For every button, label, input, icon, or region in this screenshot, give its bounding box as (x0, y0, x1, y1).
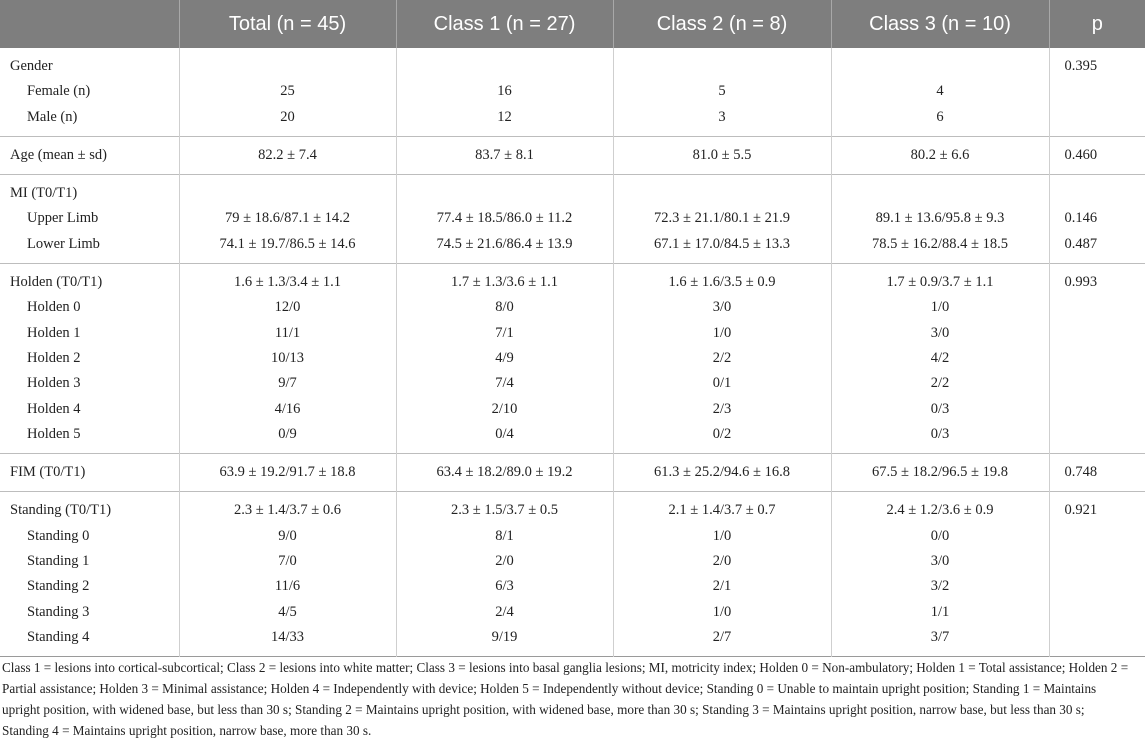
cell-value: 63.9 ± 19.2/91.7 ± 18.8 (219, 464, 356, 481)
table-header (0, 0, 1145, 48)
sub-row-label: Holden 4 (27, 400, 81, 417)
cell-value: 2/0 (712, 553, 732, 570)
cell-value (614, 181, 831, 206)
cell-value: 2/3 (712, 400, 732, 417)
sub-row-label: Holden 1 (27, 324, 81, 341)
cell-value: 0/4 (495, 425, 514, 442)
value-cell (613, 454, 831, 492)
cell-value (614, 54, 831, 79)
cell-value: 10/13 (270, 349, 305, 366)
cell-value: 72.3 ± 21.1/80.1 ± 21.9 (654, 210, 790, 227)
cell-value: 8/0 (495, 299, 514, 316)
header-row (0, 0, 1145, 48)
cell-value: 78.5 ± 16.2/88.4 ± 18.5 (872, 235, 1008, 252)
p-value (1050, 600, 1145, 625)
cell-value: 0/1 (712, 375, 732, 392)
value-cell (613, 492, 831, 657)
value-cell (179, 492, 396, 657)
value-cell (396, 454, 613, 492)
cell-value: 2.3 ± 1.5/3.7 ± 0.5 (451, 502, 558, 519)
sub-row-label: Lower Limb (27, 235, 100, 252)
row-label: MI (T0/T1) (10, 185, 78, 202)
p-value (1050, 105, 1145, 130)
cell-value: 14/33 (270, 628, 305, 645)
cell-value: 2/1 (712, 578, 732, 595)
p-value (1050, 524, 1145, 549)
value-cell (831, 175, 1049, 264)
cell-value (832, 181, 1049, 206)
sub-row-label: Holden 0 (27, 299, 81, 316)
value-cell (396, 492, 613, 657)
cell-value: 7/0 (278, 553, 297, 570)
value-cell (396, 136, 613, 174)
cell-value: 2.1 ± 1.4/3.7 ± 0.7 (668, 502, 776, 519)
p-value: 0.487 (1064, 235, 1098, 252)
sub-row-label: Upper Limb (27, 210, 99, 227)
cell-value: 20 (280, 108, 295, 125)
cell-value: 2/10 (491, 400, 518, 417)
table-row-group (0, 264, 1145, 454)
cell-value: 4 (936, 83, 944, 100)
header-cell-variable (0, 0, 179, 48)
value-cell (179, 264, 396, 454)
p-value (1050, 321, 1145, 346)
p-value (1050, 181, 1145, 206)
value-cell (179, 175, 396, 264)
value-cell (831, 264, 1049, 454)
cell-value: 2/2 (712, 349, 732, 366)
row-label: Gender (10, 58, 53, 74)
cell-value: 3 (718, 108, 726, 125)
cell-value: 74.5 ± 21.6/86.4 ± 13.9 (436, 235, 573, 252)
cell-value: 61.3 ± 25.2/94.6 ± 16.8 (654, 464, 790, 481)
cell-value: 7/1 (495, 324, 514, 341)
p-value: 0.993 (1064, 274, 1098, 291)
header-cell-class-3: Class 3 (n = 10) (831, 0, 1049, 48)
value-cell (831, 492, 1049, 657)
cell-value: 25 (280, 83, 295, 100)
cell-value: 1.7 ± 1.3/3.6 ± 1.1 (451, 274, 558, 291)
cell-value: 1.7 ± 0.9/3.7 ± 1.1 (886, 274, 994, 291)
cell-value: 4/5 (278, 603, 297, 620)
sub-row-label: Female (n) (27, 83, 91, 100)
value-cell (613, 48, 831, 136)
cell-value: 79 ± 18.6/87.1 ± 14.2 (224, 210, 351, 227)
p-value (1050, 574, 1145, 599)
sub-row-label: Male (n) (27, 108, 78, 125)
table-row-group (0, 454, 1145, 492)
cell-value: 8/1 (495, 527, 514, 544)
value-cell (179, 136, 396, 174)
cell-value: 9/7 (278, 375, 297, 392)
table-row-group (0, 48, 1145, 136)
cell-value: 0/9 (278, 425, 297, 442)
row-label-cell (0, 492, 179, 657)
p-value: 0.395 (1064, 58, 1098, 74)
value-cell (179, 454, 396, 492)
value-cell (396, 175, 613, 264)
row-label-cell (0, 175, 179, 264)
sub-row-label: Holden 5 (27, 425, 81, 442)
table-row-group (0, 492, 1145, 657)
cell-value: 9/19 (491, 628, 518, 645)
table-footnote: Class 1 = lesions into cortical-subcortical; Class 2 = lesions into white matter; Class 3 = lesions into basal ganglia lesions; MI, motricity index; Holden 0 = Non-ambulatory; Holden 1 = Total assistance; Holden 2 = Partial assistance; Holden 3 = Minimal assistance; Holden 4 = Independently with device; Holden 5 = Independently without device; Standing 0 = Unable to maintain upright position; Standing 1 = Maintains upright position, with widened base, but less than 30 s; Standing 2 = Maintains upright position, with widened base, more than 30 s; Standing 3 = Maintains upright position, narrow base, but less than 30 s; Standing 4 = Maintains upright position, narrow base, more than 30 s. (2, 660, 1129, 738)
cell-value: 2.3 ± 1.4/3.7 ± 0.6 (234, 502, 341, 519)
cell-value: 1/0 (712, 324, 732, 341)
p-value (1050, 397, 1145, 422)
cell-value: 82.2 ± 7.4 (258, 146, 317, 163)
cell-value: 0/3 (930, 400, 950, 417)
row-label-cell (0, 264, 179, 454)
p-value-cell (1049, 264, 1145, 454)
cell-value: 89.1 ± 13.6/95.8 ± 9.3 (875, 210, 1005, 227)
table-row-group (0, 136, 1145, 174)
sub-row-label: Holden 2 (27, 349, 81, 366)
cell-value: 11/1 (274, 324, 301, 341)
cell-value: 3/0 (930, 324, 950, 341)
cell-value (180, 54, 396, 79)
sub-row-label: Standing 1 (27, 553, 90, 570)
cell-value: 16 (497, 83, 512, 100)
p-value: 0.921 (1064, 502, 1098, 519)
row-label-cell (0, 454, 179, 492)
p-value (1050, 422, 1145, 447)
p-value-cell (1049, 48, 1145, 136)
cell-value: 1.6 ± 1.3/3.4 ± 1.1 (234, 274, 341, 291)
cell-value (832, 54, 1049, 79)
cell-value: 74.1 ± 19.7/86.5 ± 14.6 (219, 235, 356, 252)
cell-value: 2/0 (495, 553, 514, 570)
value-cell (831, 136, 1049, 174)
row-label: Standing (T0/T1) (10, 502, 112, 519)
table-body (0, 48, 1145, 657)
sub-row-label: Standing 0 (27, 527, 90, 544)
cell-value: 2/4 (495, 603, 514, 620)
cell-value: 3/2 (930, 578, 950, 595)
value-cell (396, 48, 613, 136)
p-value (1050, 371, 1145, 396)
p-value: 0.146 (1064, 210, 1098, 227)
cell-value: 1/0 (712, 527, 732, 544)
p-value (1050, 625, 1145, 650)
header-cell-class-2: Class 2 (n = 8) (613, 0, 831, 48)
row-label: Age (mean ± sd) (10, 146, 107, 163)
cell-value: 2.4 ± 1.2/3.6 ± 0.9 (886, 502, 994, 519)
value-cell (831, 454, 1049, 492)
value-cell (613, 175, 831, 264)
cell-value: 0/3 (930, 425, 950, 442)
cell-value: 4/2 (930, 349, 950, 366)
cell-value: 3/7 (930, 628, 950, 645)
p-value: 0.460 (1064, 146, 1098, 163)
cell-value: 3/0 (712, 299, 732, 316)
p-value (1050, 295, 1145, 320)
cell-value: 83.7 ± 8.1 (475, 146, 534, 163)
cell-value: 9/0 (278, 527, 297, 544)
cell-value: 67.1 ± 17.0/84.5 ± 13.3 (654, 235, 790, 252)
header-cell-p: p (1049, 0, 1145, 48)
cell-value: 11/6 (274, 578, 301, 595)
cell-value (397, 54, 613, 79)
cell-value (397, 181, 613, 206)
header-cell-total: Total (n = 45) (179, 0, 396, 48)
cell-value: 6/3 (495, 578, 514, 595)
cell-value: 2/2 (930, 375, 950, 392)
value-cell (396, 264, 613, 454)
cell-value: 1.6 ± 1.6/3.5 ± 0.9 (668, 274, 776, 291)
table-row-group (0, 175, 1145, 264)
sub-row-label: Standing 3 (27, 603, 90, 620)
value-cell (831, 48, 1049, 136)
sub-row-label: Holden 3 (27, 375, 81, 392)
cell-value: 2/7 (712, 628, 732, 645)
row-label-cell (0, 136, 179, 174)
cell-value: 0/0 (930, 527, 950, 544)
cell-value: 1/0 (712, 603, 732, 620)
header-cell-class-1: Class 1 (n = 27) (396, 0, 613, 48)
value-cell (179, 48, 396, 136)
cell-value: 4/16 (274, 400, 301, 417)
row-label: FIM (T0/T1) (10, 464, 86, 481)
cell-value (180, 181, 396, 206)
sub-row-label: Standing 2 (27, 578, 90, 595)
cell-value: 6 (936, 108, 944, 125)
p-value-cell (1049, 492, 1145, 657)
cell-value: 67.5 ± 18.2/96.5 ± 19.8 (872, 464, 1008, 481)
cell-value: 81.0 ± 5.5 (692, 146, 752, 163)
p-value-cell (1049, 136, 1145, 174)
cell-value: 12/0 (274, 299, 301, 316)
cell-value: 3/0 (930, 553, 950, 570)
row-label-cell (0, 48, 179, 136)
value-cell (613, 136, 831, 174)
cell-value: 77.4 ± 18.5/86.0 ± 11.2 (436, 210, 573, 227)
cell-value: 4/9 (495, 349, 514, 366)
cell-value: 12 (497, 108, 512, 125)
cell-value: 0/2 (712, 425, 732, 442)
p-value (1050, 549, 1145, 574)
cell-value: 80.2 ± 6.6 (910, 146, 970, 163)
value-cell (613, 264, 831, 454)
p-value: 0.748 (1064, 464, 1098, 481)
cell-value: 1/0 (930, 299, 950, 316)
p-value (1050, 346, 1145, 371)
row-label: Holden (T0/T1) (10, 274, 103, 291)
cell-value: 63.4 ± 18.2/89.0 ± 19.2 (436, 464, 573, 481)
sub-row-label: Standing 4 (27, 628, 90, 645)
cell-value: 5 (718, 83, 726, 100)
cell-value: 1/1 (930, 603, 950, 620)
p-value-cell (1049, 454, 1145, 492)
p-value-cell (1049, 175, 1145, 264)
p-value (1050, 79, 1145, 104)
cell-value: 7/4 (495, 375, 514, 392)
